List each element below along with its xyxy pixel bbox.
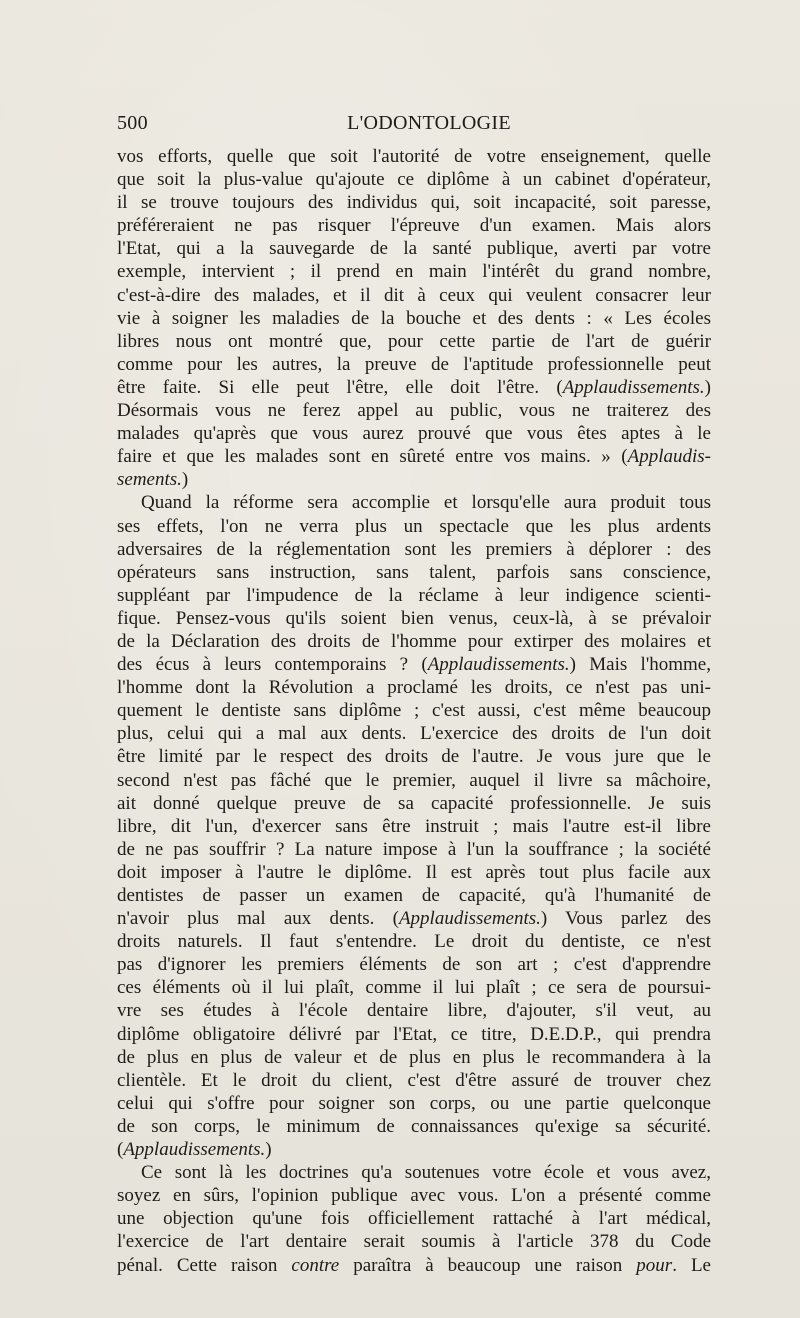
text-segment: des écus à leurs contemporains ? ( (117, 654, 428, 676)
text-segment: l'homme dont la Révolution a proclamé les droits, ce n'est pas uni- (117, 677, 711, 699)
page-header (117, 112, 711, 136)
text-line (117, 214, 711, 237)
italic-text: Applaudis- (627, 446, 711, 468)
text-line (117, 538, 711, 561)
text-line (117, 1207, 711, 1230)
text-line (117, 792, 711, 815)
text-segment: pénal. Cette raison (117, 1254, 292, 1276)
text-line (117, 976, 711, 999)
text-line (117, 584, 711, 607)
text-line (117, 468, 711, 491)
text-segment: doit imposer à l'autre le diplôme. Il est après tout plus facile aux (117, 861, 711, 883)
text-line (117, 653, 711, 676)
text-line (117, 930, 711, 953)
text-line (117, 376, 711, 399)
text-line (117, 422, 711, 445)
text-segment: comme pour les autres, la preuve de l'aptitude professionnelle peut (117, 353, 711, 375)
text-segment: ses effets, l'on ne verra plus un spectacle que les plus ardents (117, 515, 711, 537)
text-line (117, 1138, 711, 1161)
text-segment: faire et que les malades sont en sûreté entre vos mains. » ( (117, 446, 628, 468)
running-title: L'ODONTOLOGIE (347, 112, 511, 134)
italic-text: sements. (117, 469, 182, 491)
text-segment: ) Vous parlez des (540, 908, 711, 930)
text-segment: que soit la plus-value qu'ajoute ce diplôme à un cabinet d'opérateur, (117, 169, 711, 191)
body-text (117, 145, 711, 1277)
text-line (117, 884, 711, 907)
text-segment: soyez en sûrs, l'opinion publique avec vous. L'on a présenté comme (117, 1185, 711, 1207)
text-segment: fique. Pensez-vous qu'ils soient bien venus, ceux-là, à se prévaloir (117, 607, 711, 629)
text-segment: préféreraient ne pas risquer l'épreuve d'un examen. Mais alors (117, 215, 711, 237)
italic-text: Applaudissements. (427, 654, 570, 676)
text-segment: une objection qu'une fois officiellement rattaché à l'art médical, (117, 1208, 711, 1230)
text-line (117, 630, 711, 653)
text-segment: plus, celui qui a mal aux dents. L'exercice des droits de l'un doit (117, 723, 711, 745)
text-segment: de la Déclaration des droits de l'homme pour extirper des molaires et (117, 630, 711, 652)
text-line (117, 769, 711, 792)
text-segment: de plus en plus de valeur et de plus en plus le recommandera à la (117, 1046, 711, 1068)
text-line (117, 491, 711, 514)
text-segment: suppléant par l'impudence de la réclame à leur indigence scienti- (117, 584, 711, 606)
text-line (117, 1184, 711, 1207)
text-segment: ces éléments où il lui plaît, comme il lui plaît ; ce sera de poursui- (117, 977, 711, 999)
text-line (117, 145, 711, 168)
text-line (117, 561, 711, 584)
text-line (117, 330, 711, 353)
text-line (117, 191, 711, 214)
text-line (117, 353, 711, 376)
text-line (117, 607, 711, 630)
text-segment: ) Mais l'homme, (569, 654, 711, 676)
text-segment: malades qu'après que vous aurez prouvé que vous êtes aptes à le (117, 423, 711, 445)
text-segment: vre ses études à l'école dentaire libre, d'ajouter, s'il veut, au (117, 1000, 711, 1022)
text-segment: ( (117, 1139, 124, 1161)
italic-text: Applaudissements. (398, 908, 541, 930)
text-segment: ) (704, 376, 711, 398)
text-line (117, 999, 711, 1022)
text-segment: paraîtra à beaucoup une raison (339, 1254, 637, 1276)
text-line (117, 237, 711, 260)
text-line (117, 1092, 711, 1115)
text-segment: Ce sont là les doctrines qu'a soutenues votre école et vous avez, (141, 1162, 711, 1184)
text-segment: opérateurs sans instruction, sans talent, parfois sans conscience, (117, 561, 711, 583)
italic-text: Applaudissements. (562, 376, 705, 398)
text-line (117, 1046, 711, 1069)
text-line (117, 1115, 711, 1138)
page-number: 500 (117, 112, 148, 134)
text-segment: libre, dit l'un, d'exercer sans être instruit ; mais l'autre est-il libre (117, 815, 711, 837)
text-line (117, 284, 711, 307)
text-segment: libres nous ont montré que, pour cette partie de l'art de guérir (117, 330, 711, 352)
text-line (117, 515, 711, 538)
text-line (117, 745, 711, 768)
text-segment: être faite. Si elle peut l'être, elle doit l'être. ( (117, 376, 563, 398)
text-segment: il se trouve toujours des individus qui, soit incapacité, soit paresse, (117, 192, 711, 214)
text-segment: de son corps, le minimum de connaissances qu'exige sa sécurité. (117, 1115, 711, 1137)
text-line (117, 953, 711, 976)
text-segment: Désormais vous ne ferez appel au public, vous ne traiterez des (117, 400, 711, 422)
text-segment: second n'est pas fâché que le premier, auquel il livre sa mâchoire, (117, 769, 711, 791)
text-line (117, 907, 711, 930)
text-segment: c'est-à-dire des malades, et il dit à ceux qui veulent consacrer leur (117, 284, 711, 306)
text-line (117, 838, 711, 861)
text-line (117, 1069, 711, 1092)
text-line (117, 676, 711, 699)
text-line (117, 445, 711, 468)
text-segment: . Le (672, 1254, 711, 1276)
text-segment: diplôme obligatoire délivré par l'Etat, ce titre, D.E.D.P., qui prendra (117, 1023, 711, 1045)
text-segment: ) (181, 469, 189, 491)
text-segment: clientèle. Et le droit du client, c'est d'être assuré de trouver chez (117, 1069, 711, 1091)
text-segment: pas d'ignorer les premiers éléments de son art ; c'est d'apprendre (117, 954, 711, 976)
text-segment: ait donné quelque preuve de sa capacité professionnelle. Je suis (117, 792, 711, 814)
text-segment: ) (265, 1139, 272, 1161)
text-segment: celui qui s'offre pour soigner son corps, ou une partie quelconque (117, 1092, 711, 1114)
text-line (117, 861, 711, 884)
text-line (117, 1023, 711, 1046)
text-line (117, 1161, 711, 1184)
text-segment: de ne pas souffrir ? La nature impose à l'un la souffrance ; la société (117, 838, 711, 860)
italic-text: Applaudissements. (123, 1139, 266, 1161)
italic-text: contre (291, 1254, 340, 1276)
text-segment: dentistes de passer un examen de capacité, qu'à l'humanité de (117, 885, 711, 906)
text-segment: exemple, intervient ; il prend en main l'intérêt du grand nombre, (117, 261, 711, 283)
text-line (117, 1254, 711, 1277)
text-segment: droits naturels. Il faut s'entendre. Le droit du dentiste, ce n'est (117, 931, 711, 953)
text-segment: adversaires de la réglementation sont les premiers à déplorer : des (117, 538, 711, 560)
text-line (117, 1230, 711, 1253)
text-segment: l'Etat, qui a la sauvegarde de la santé publique, averti par votre (117, 238, 711, 260)
text-line (117, 168, 711, 191)
text-line (117, 699, 711, 722)
text-segment: être limité par le respect des droits de l'autre. Je vous jure que le (117, 746, 711, 768)
text-line (117, 722, 711, 745)
text-segment: vos efforts, quelle que soit l'autorité de votre enseignement, quelle (117, 146, 711, 167)
text-line (117, 815, 711, 838)
text-segment: l'exercice de l'art dentaire serait soumis à l'article 378 du Code (117, 1231, 711, 1253)
text-segment: Quand la réforme sera accomplie et lorsqu'elle aura produit tous (141, 492, 711, 514)
text-segment: quement le dentiste sans diplôme ; c'est aussi, c'est même beaucoup (117, 700, 711, 722)
text-line (117, 307, 711, 330)
text-segment: vie à soigner les maladies de la bouche et des dents : « Les écoles (117, 307, 711, 329)
text-segment: n'avoir plus mal aux dents. ( (117, 908, 399, 930)
text-line (117, 399, 711, 422)
italic-text: pour (636, 1254, 673, 1276)
text-line (117, 260, 711, 283)
